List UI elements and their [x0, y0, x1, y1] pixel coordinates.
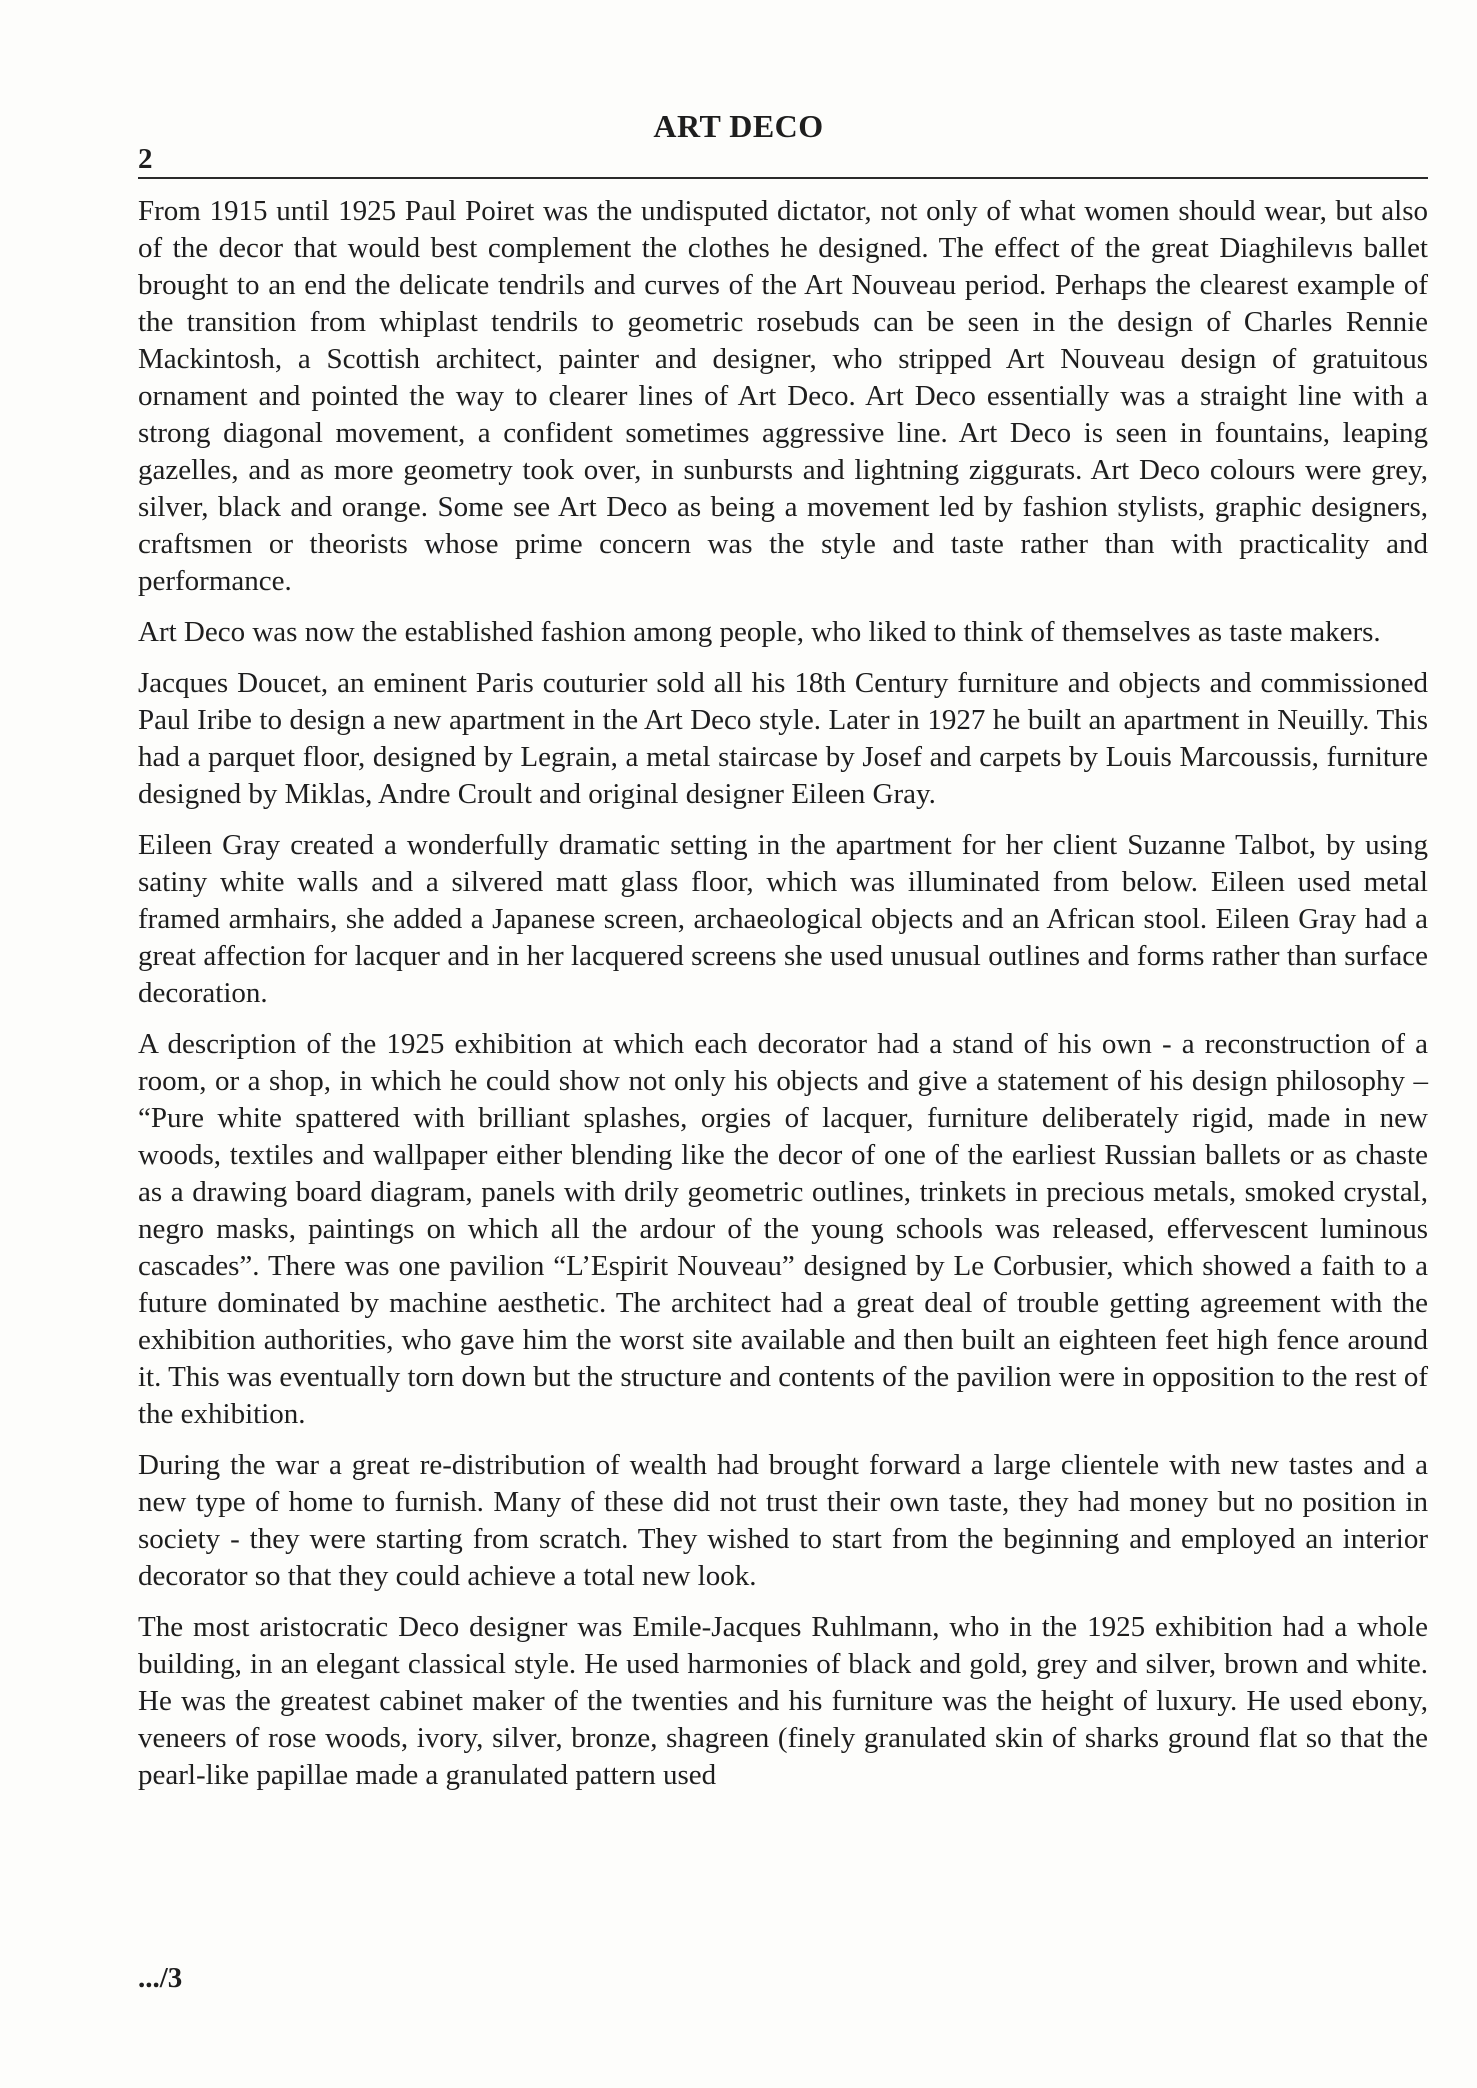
paragraph: Eileen Gray created a wonderfully dramatic setting in the apartment for her client Suzanne Talbot, by using satiny white walls and a silvered matt glass floor, which was illuminated from below. Eileen used metal framed armhairs, she added a Japanese screen, archaeological objects and an African stool. Eileen Gray had a great affection for lacquer and in her lacquered screens she used unusual outlines and forms rather than surface decoration. — [138, 829, 1428, 1009]
paragraph: The most aristocratic Deco designer was Emile-Jacques Ruhlmann, who in the 1925 exhibition had a whole building, in an elegant classical style. He used harmonies of black and gold, grey and silver, brown and white. He was the greatest cabinet maker of the twenties and his furniture was the height of luxury. He used ebony, veneers of rose woods, ivory, silver, bronze, shagreen (finely granulated skin of sharks ground flat so that the pearl-like papillae made a granulated pattern used — [138, 1611, 1428, 1791]
page-number: 2 — [138, 143, 153, 175]
paragraph: Jacques Doucet, an eminent Paris couturier sold all his 18th Century furniture and objects and commissioned Paul Iribe to design a new apartment in the Art Deco style. Later in 1927 he built an apartment in Neuilly. This had a parquet floor, designed by Legrain, a metal staircase by Josef and carpets by Louis Marcoussis, furniture designed by Miklas, Andre Croult and original designer Eileen Gray. — [138, 667, 1428, 810]
header-divider — [138, 177, 1428, 179]
paragraph: A description of the 1925 exhibition at which each decorator had a stand of his own - a reconstruction of a room, or a shop, in which he could show not only his objects and give a statement of his design philosophy – “Pure white spattered with brilliant splashes, orgies of lacquer, furniture deliberately rigid, made in new woods, textiles and wallpaper either blending like the decor of one of the earliest Russian ballets or as chaste as a drawing board diagram, panels with drily geometric outlines, trinkets in precious metals, smoked crystal, negro masks, paintings on which all the ardour of the young schools was released, effervescent luminous cascades”. There was one pavilion “L’Espirit Nouveau” designed by Le Corbusier, which showed a faith to a future dominated by machine aesthetic. The architect had a great deal of trouble getting agreement with the exhibition authorities, who gave him the worst site available and then built an eighteen feet high fence around it. This was eventually torn down but the structure and contents of the pavilion were in opposition to the rest of the exhibition. — [138, 1028, 1428, 1430]
paragraph: During the war a great re-distribution of wealth had brought forward a large clientele with new tastes and a new type of home to furnish. Many of these did not trust their own taste, they had money but no position in society - they were starting from scratch. They wished to start from the beginning and employed an interior decorator so that they could achieve a total new look. — [138, 1449, 1428, 1592]
page-title: ART DECO — [653, 108, 824, 144]
paragraph: From 1915 until 1925 Paul Poiret was the undisputed dictator, not only of what women should wear, but also of the decor that would best complement the clothes he designed. The effect of the great Diaghilevıs ballet brought to an end the delicate tendrils and curves of the Art Nouveau period. Perhaps the clearest example of the transition from whiplast tendrils to geometric rosebuds can be seen in the design of Charles Rennie Mackintosh, a Scottish architect, painter and designer, who stripped Art Nouveau design of gratuitous ornament and pointed the way to clearer lines of Art Deco. Art Deco essentially was a straight line with a strong diagonal movement, a confident sometimes aggressive line. Art Deco is seen in fountains, leaping gazelles, and as more geometry took over, in sunbursts and lightning ziggurats. Art Deco colours were grey, silver, black and orange. Some see Art Deco as being a movement led by fashion stylists, graphic designers, craftsmen or theorists whose prime concern was the style and taste rather than with practicality and performance. — [138, 195, 1428, 597]
continuation-marker: .../3 — [138, 1962, 183, 1994]
paragraph: Art Deco was now the established fashion among people, who liked to think of themselves as taste makers. — [138, 616, 1381, 648]
body-text — [138, 193, 1428, 1808]
